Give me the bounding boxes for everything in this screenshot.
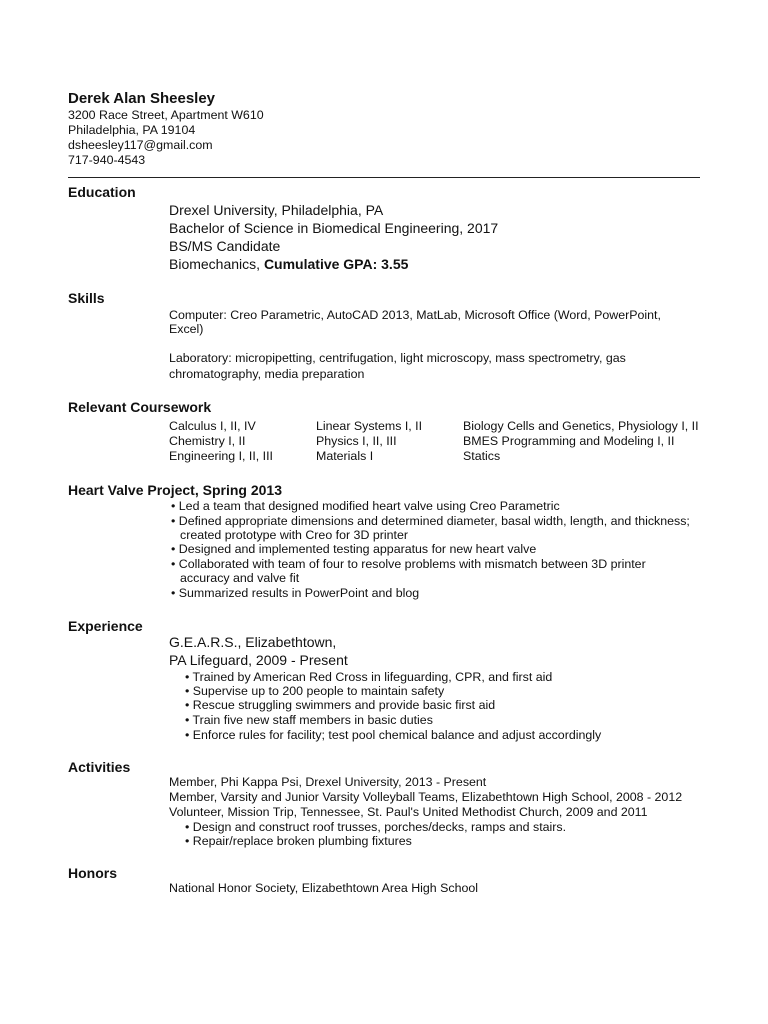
experience-heading: Experience bbox=[68, 618, 143, 634]
skills-lab-line-1: Laboratory: micropipetting, centrifugation, light microscopy, mass spectrometry, gas bbox=[169, 351, 626, 365]
experience-bullet: • Train five new staff members in basic duties bbox=[185, 713, 433, 727]
honors-item: National Honor Society, Elizabethtown Area High School bbox=[169, 881, 479, 895]
project-bullet: • Collaborated with team of four to resolve problems with mismatch between 3D printer bbox=[171, 557, 646, 571]
experience-bullet: • Enforce rules for facility; test pool chemical balance and adjust accordingly bbox=[185, 728, 602, 742]
address-line-1: 3200 Race Street, Apartment W610 bbox=[68, 108, 264, 122]
education-gpa: Cumulative GPA: 3.55 bbox=[263, 256, 409, 272]
coursework-heading: Relevant Coursework bbox=[68, 399, 212, 415]
experience-bullet: • Trained by American Red Cross in lifeguarding, CPR, and first aid bbox=[185, 670, 553, 684]
skills-lab-line-2: chromatography, media preparation bbox=[169, 367, 365, 381]
course-item: Linear Systems I, II bbox=[316, 419, 423, 433]
education-school: Drexel University, Philadelphia, PA bbox=[169, 202, 384, 218]
education-heading: Education bbox=[68, 184, 136, 200]
project-bullet: • Led a team that designed modified heart valve using Creo Parametric bbox=[171, 499, 560, 513]
activity-item: Volunteer, Mission Trip, Tennessee, St. Paul's United Methodist Church, 2009 and 2011 bbox=[169, 805, 648, 819]
phone: 717-940-4543 bbox=[68, 153, 146, 167]
course-item: BMES Programming and Modeling I, II bbox=[463, 434, 675, 448]
activities-heading: Activities bbox=[68, 759, 131, 775]
course-item: Biology Cells and Genetics, Physiology I, II bbox=[463, 419, 699, 433]
education-candidate: BS/MS Candidate bbox=[169, 238, 281, 254]
experience-bullet: • Rescue struggling swimmers and provide basic first aid bbox=[185, 698, 496, 712]
education-focus-line bbox=[169, 256, 408, 272]
skills-heading: Skills bbox=[68, 290, 105, 306]
education-degree: Bachelor of Science in Biomedical Engineering, 2017 bbox=[169, 220, 499, 236]
project-bullet-continued: created prototype with Creo for 3D printer bbox=[180, 528, 408, 542]
header-divider bbox=[68, 177, 700, 178]
project-bullet: • Defined appropriate dimensions and determined diameter, basal width, length, and thickness; bbox=[171, 514, 690, 528]
project-heading: Heart Valve Project, Spring 2013 bbox=[68, 482, 282, 498]
activity-bullet: • Design and construct roof trusses, porches/decks, ramps and stairs. bbox=[185, 820, 567, 834]
project-bullet: • Summarized results in PowerPoint and blog bbox=[171, 586, 420, 600]
project-bullet: • Designed and implemented testing apparatus for new heart valve bbox=[171, 542, 537, 556]
course-item: Engineering I, II, III bbox=[169, 449, 274, 463]
activity-bullet: • Repair/replace broken plumbing fixtures bbox=[185, 834, 412, 848]
course-item: Chemistry I, II bbox=[169, 434, 246, 448]
experience-role: PA Lifeguard, 2009 - Present bbox=[169, 652, 348, 668]
experience-bullet: • Supervise up to 200 people to maintain safety bbox=[185, 684, 445, 698]
course-item: Physics I, II, III bbox=[316, 434, 397, 448]
project-bullet-continued: accuracy and valve fit bbox=[180, 571, 300, 585]
activity-item: Member, Varsity and Junior Varsity Volleyball Teams, Elizabethtown High School, 2008 - 2012 bbox=[169, 790, 683, 804]
course-item: Materials I bbox=[316, 449, 374, 463]
candidate-name: Derek Alan Sheesley bbox=[68, 90, 216, 107]
email: dsheesley117@gmail.com bbox=[68, 138, 213, 152]
education-focus: Biomechanics, bbox=[169, 256, 264, 272]
honors-heading: Honors bbox=[68, 865, 117, 881]
course-item: Calculus I, II, IV bbox=[169, 419, 256, 433]
address-line-2: Philadelphia, PA 19104 bbox=[68, 123, 196, 137]
course-item: Statics bbox=[463, 449, 501, 463]
activity-item: Member, Phi Kappa Psi, Drexel University, 2013 - Present bbox=[169, 775, 487, 789]
skills-computer-line-1: Computer: Creo Parametric, AutoCAD 2013, MatLab, Microsoft Office (Word, PowerPoint, bbox=[169, 308, 661, 322]
skills-computer-line-2: Excel) bbox=[169, 322, 204, 336]
experience-org: G.E.A.R.S., Elizabethtown, bbox=[169, 634, 337, 650]
